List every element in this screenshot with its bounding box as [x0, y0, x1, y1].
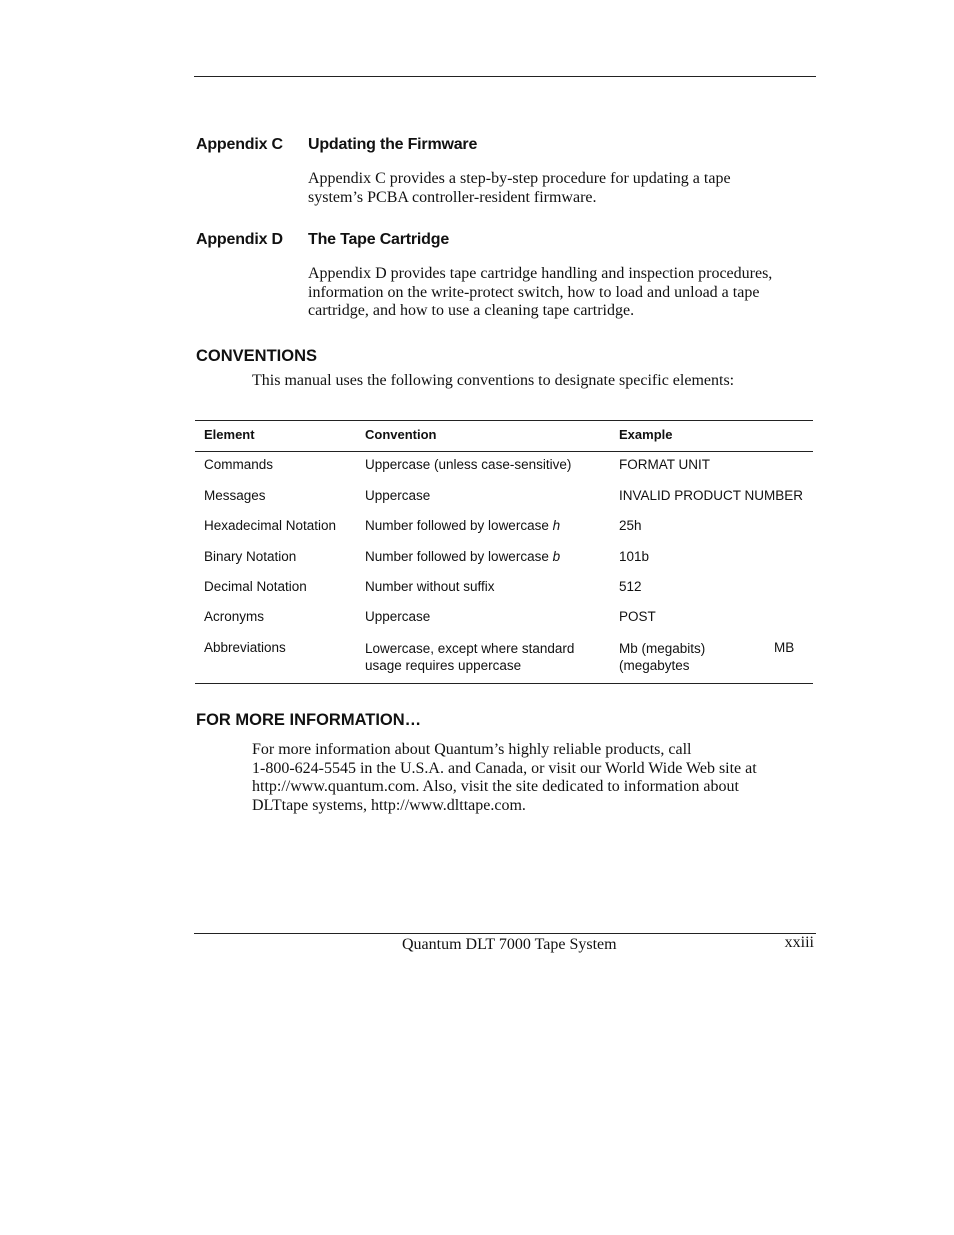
cell-element: Binary Notation — [204, 549, 297, 564]
table-row — [195, 483, 813, 513]
appendix-c-description — [308, 170, 731, 207]
cell-line: Lowercase, except where standard — [365, 641, 575, 656]
paragraph-line: For more information about Quantum’s highly reliable products, call — [252, 741, 692, 758]
cell-convention: Number followed by lowercase h — [365, 518, 561, 533]
conventions-heading: CONVENTIONS — [196, 347, 318, 365]
cell-element: Messages — [204, 488, 266, 503]
footer-title: Quantum DLT 7000 Tape System — [402, 936, 617, 953]
paragraph-line: cartridge, and how to use a cleaning tape cartridge. — [308, 302, 635, 319]
table-row — [195, 452, 813, 483]
cell-line: Mb (megabits) — [619, 641, 706, 656]
cell-example: 101b — [619, 549, 650, 564]
cell-convention: Uppercase (unless case-sensitive) — [365, 457, 572, 472]
paragraph-line: Appendix C provides a step-by-step procedure for updating a tape — [308, 170, 731, 187]
cell-element: Decimal Notation — [204, 579, 307, 594]
appendix-d-label: Appendix D — [196, 231, 283, 248]
cell-convention: Uppercase — [365, 609, 431, 624]
paragraph-line: Appendix D provides tape cartridge handling and inspection procedures, — [308, 265, 773, 282]
paragraph-line: information on the write-protect switch, how to load and unload a tape — [308, 283, 760, 301]
cell-example: INVALID PRODUCT NUMBER — [619, 488, 804, 503]
conventions-intro: This manual uses the following conventions to designate specific elements: — [252, 372, 735, 389]
table-row — [195, 574, 813, 604]
paragraph-line: DLTtape systems, http://www.dlttape.com. — [252, 796, 526, 814]
cell-example: 512 — [619, 579, 642, 594]
paragraph-line: http://www.quantum.com. Also, visit the site dedicated to information about — [252, 778, 739, 795]
cell-element: Hexadecimal Notation — [204, 518, 337, 533]
appendix-d-title: The Tape Cartridge — [308, 231, 450, 248]
cell-element: Acronyms — [204, 609, 265, 624]
cell-example: 25h — [619, 518, 642, 533]
cell-convention: Number followed by lowercase b — [365, 549, 561, 564]
appendix-d-description — [308, 265, 772, 321]
more-info-heading: FOR MORE INFORMATION… — [196, 711, 422, 729]
header-example: Example — [619, 427, 673, 442]
table-row — [195, 513, 813, 544]
cell-example: FORMAT UNIT — [619, 457, 710, 472]
table-row — [195, 635, 813, 683]
cell-convention: Uppercase — [365, 488, 431, 503]
appendix-c-label: Appendix C — [196, 136, 283, 153]
cell-line: usage requires uppercase — [365, 658, 522, 673]
cell-convention: Number without suffix — [365, 579, 495, 594]
paragraph-line: system’s PCBA controller-resident firmware. — [308, 188, 597, 206]
header-rule — [194, 76, 816, 77]
footer-rule — [194, 933, 816, 934]
table-row — [195, 544, 813, 574]
header-element: Element — [204, 427, 255, 442]
conventions-table — [195, 420, 813, 684]
table-header-row — [195, 421, 813, 452]
cell-example-mb: MB — [774, 640, 795, 655]
cell-example: POST — [619, 609, 656, 624]
cell-example — [619, 640, 705, 674]
table-row — [195, 604, 813, 635]
cell-line: (megabytes — [619, 658, 690, 673]
page-number: xxiii — [784, 934, 814, 951]
appendix-c-title: Updating the Firmware — [308, 136, 478, 153]
paragraph-line: 1-800-624-5545 in the U.S.A. and Canada, or visit our World Wide Web site at — [252, 759, 757, 777]
cell-convention — [365, 640, 574, 674]
cell-element: Commands — [204, 457, 274, 472]
cell-element: Abbreviations — [204, 640, 286, 655]
header-convention: Convention — [365, 427, 437, 442]
more-info-paragraph — [252, 741, 757, 815]
